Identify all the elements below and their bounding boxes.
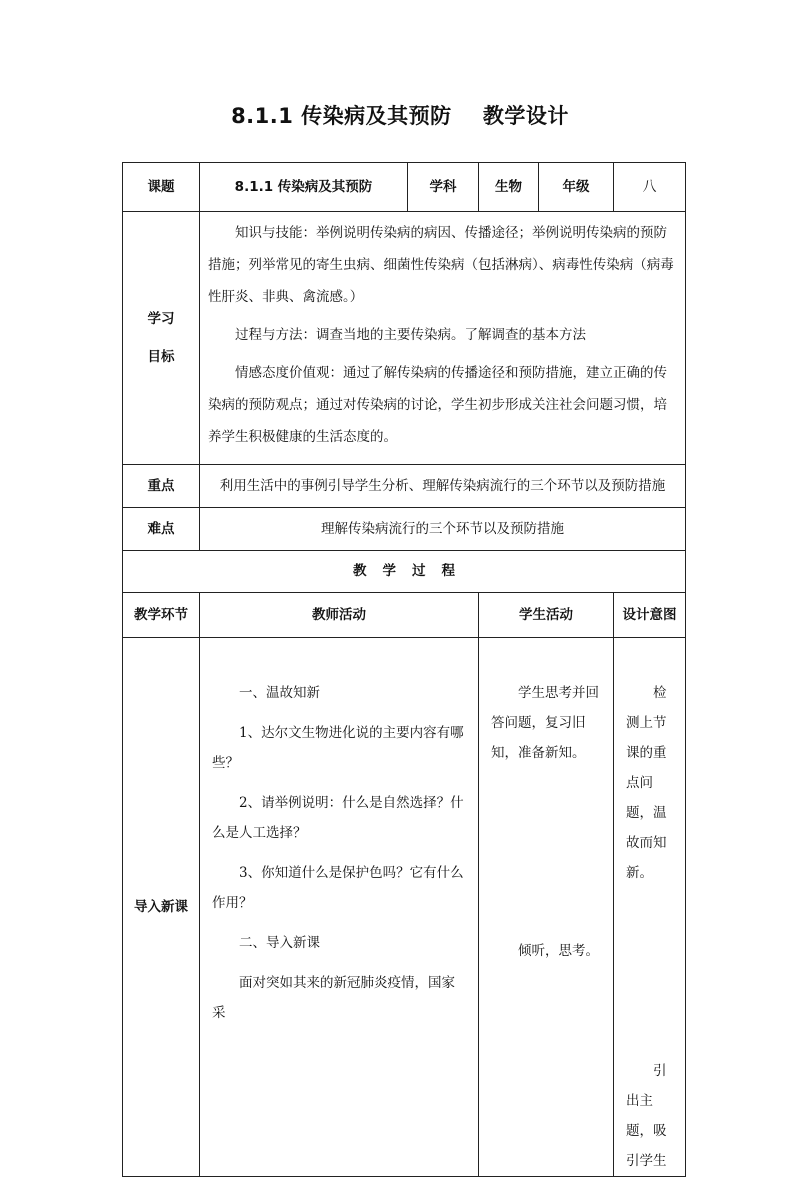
objective-emotion: 情感态度价值观：通过了解传染病的传播途径和预防措施，建立正确的传染病的预防观点；通过对传染病的讨论，学生初步形成关注社会问题习惯，培养学生积极健康的生活态度的。: [208, 365, 667, 445]
process-title: 教学过程: [123, 551, 686, 593]
difficulty-row: [123, 508, 686, 551]
subject-label: 学科: [408, 163, 479, 212]
subject-value: 生物: [479, 163, 539, 212]
objective-knowledge: 知识与技能：举例说明传染病的病因、传播途径；举例说明传染病的预防措施；列举常见的寄生虫病、细菌性传染病（包括淋病）、病毒性传染病（病毒性肝炎、非典、禽流感。）: [208, 225, 674, 305]
difficulty-label: 难点: [123, 508, 200, 551]
objectives-label: [123, 212, 200, 465]
objectives-content: [200, 212, 686, 465]
difficulty-text: 理解传染病流行的三个环节以及预防措施: [200, 508, 686, 551]
page-title: 8.1.1 传染病及其预防 教学设计: [231, 104, 569, 128]
intro-teacher-activity: [200, 638, 479, 1177]
process-title-row: [123, 551, 686, 593]
teacher-question-2: 2、请举例说明：什么是自然选择？什么是人工选择？: [212, 795, 464, 841]
teacher-question-3: 3、你知道什么是保护色吗？它有什么作用？: [212, 865, 464, 911]
teacher-question-1: 1、达尔文生物进化说的主要内容有哪些？: [212, 725, 464, 771]
design-intent-1: 检测上节课的重点问题，温故而知新。: [626, 685, 667, 881]
column-student: 学生活动: [479, 593, 614, 638]
intro-stage: 导入新课: [123, 638, 200, 1177]
objective-process: 过程与方法：调查当地的主要传染病。了解调查的基本方法: [235, 327, 586, 343]
column-stage: 教学环节: [123, 593, 200, 638]
key-point-label: 重点: [123, 465, 200, 508]
key-point-row: [123, 465, 686, 508]
objectives-label-line2: 目标: [147, 349, 175, 365]
teacher-section-intro: 二、导入新课: [239, 935, 320, 951]
grade-value: 八: [614, 163, 686, 212]
student-activity-2: 倾听，思考。: [518, 943, 599, 959]
objectives-row: [123, 212, 686, 465]
header-row: [123, 163, 686, 212]
objectives-label-line1: 学习: [147, 310, 175, 327]
intro-row: [123, 638, 686, 1177]
intro-student-activity: [479, 638, 614, 1177]
teacher-section-review: 一、温故知新: [239, 685, 320, 701]
column-teacher: 教师活动: [200, 593, 479, 638]
topic-label: 课题: [123, 163, 200, 212]
topic-value: 8.1.1 传染病及其预防: [200, 163, 408, 212]
lesson-plan-table: [122, 162, 686, 1177]
column-design: 设计意图: [614, 593, 686, 638]
key-point-text: 利用生活中的事例引导学生分析、理解传染病流行的三个环节以及预防措施: [200, 465, 686, 508]
student-activity-1: 学生思考并回答问题，复习旧知，准备新知。: [491, 685, 599, 761]
process-header-row: [123, 593, 686, 638]
grade-label: 年级: [539, 163, 614, 212]
design-intent-2: 引出主题，吸引学生: [626, 1063, 667, 1169]
teacher-intro-text: 面对突如其来的新冠肺炎疫情，国家采: [212, 975, 455, 1021]
intro-design-intent: [614, 638, 686, 1177]
